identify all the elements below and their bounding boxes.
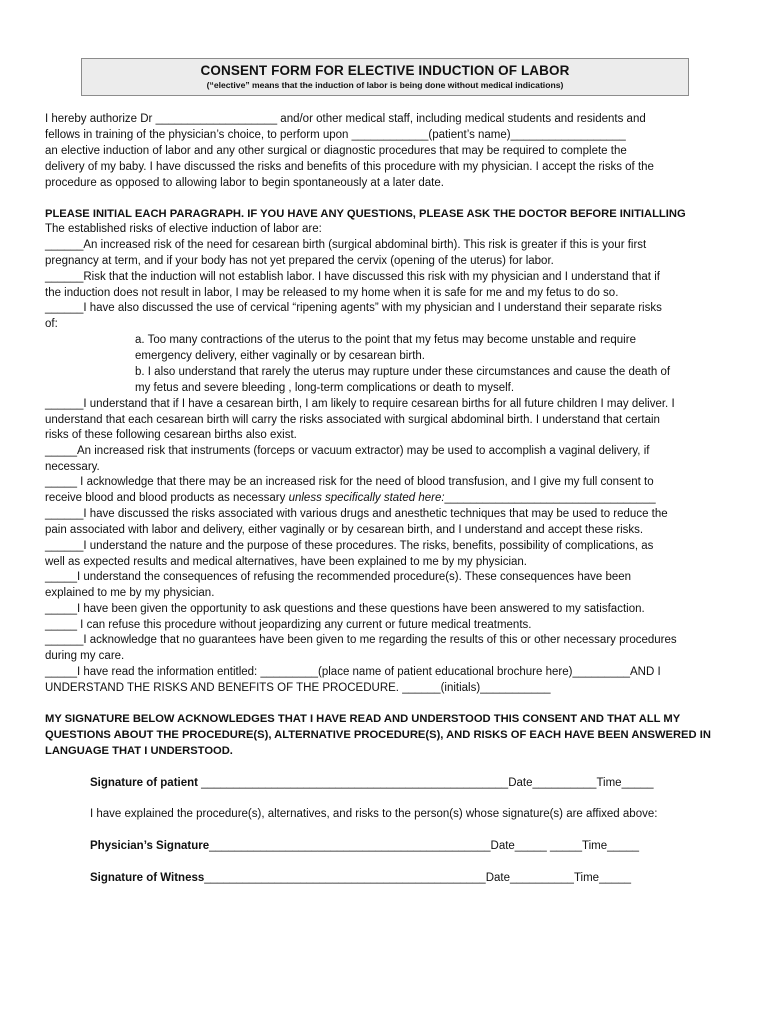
risk-paragraph-7-line-1: ______I have discussed the risks associated with various drugs and anesthetic techniques that may be used to reduce the bbox=[45, 508, 668, 520]
instructions-heading: PLEASE INITIAL EACH PARAGRAPH. IF YOU HAVE ANY QUESTIONS, PLEASE ASK THE DOCTOR BEFORE INITIALLING bbox=[45, 208, 686, 220]
witness-time-field[interactable]: Time_____ bbox=[573, 872, 632, 884]
risk-paragraph-2-line-2: the induction does not result in labor, I may be released to my home when it is safe for me and my fetus to do so. bbox=[45, 287, 619, 299]
risk-paragraph-4-line-2: understand that each cesarean birth will carry the risks associated with surgical abdominal birth. I understand that certain bbox=[45, 414, 660, 426]
physician-signature-row bbox=[90, 838, 710, 854]
risk-paragraph-13-line-1: _____I have read the information entitled: _________(place name of patient educational brochure here)_________AND I bbox=[45, 666, 661, 678]
patient-signature-label: Signature of patient bbox=[90, 777, 198, 789]
risk-paragraph-8-line-1: ______I understand the nature and the purpose of these procedures. The risks, benefits, possibility of complications, as bbox=[45, 540, 654, 552]
form-subtitle: (“elective” means that the induction of labor is being done without medical indications) bbox=[206, 80, 564, 90]
form-title: CONSENT FORM FOR ELECTIVE INDUCTION OF LABOR bbox=[200, 63, 570, 78]
risk-paragraph-6-line-1: _____ I acknowledge that there may be an increased risk for the need of blood transfusion, and I give my full consent to bbox=[45, 476, 654, 488]
acknowledgement-line-2: QUESTIONS ABOUT THE PROCEDURE(S), ALTERNATIVE PROCEDURE(S), AND RISKS OF EACH HAVE BEEN ANSWERED IN bbox=[45, 729, 711, 741]
patient-signature-row bbox=[90, 775, 710, 791]
form-header bbox=[81, 58, 689, 96]
authorization-line-2: fellows in training of the physician’s choice, to perform upon ____________(patient’s name)__________________ bbox=[45, 129, 626, 141]
acknowledgement-line-3: LANGUAGE THAT I UNDERSTOOD. bbox=[45, 745, 233, 757]
risk-paragraph-7-line-2: pain associated with labor and delivery, either vaginally or by cesarean birth, and I understand and accept these risks. bbox=[45, 524, 644, 536]
sub-risk-b-line-1: b. I also understand that rarely the uterus may rupture under these circumstances and cause the death of bbox=[135, 366, 671, 378]
risk-paragraph-13-line-2: UNDERSTAND THE RISKS AND BENEFITS OF THE PROCEDURE. ______(initials)___________ bbox=[45, 682, 551, 694]
sub-risk-a-line-1: a. Too many contractions of the uterus to the point that my fetus may become unstable and require bbox=[135, 334, 636, 346]
physician-date-field[interactable]: Date_____ _____ bbox=[490, 840, 582, 852]
risk-paragraph-5-line-2: necessary. bbox=[45, 461, 100, 473]
witness-signature-row bbox=[90, 870, 710, 886]
risks-intro: The established risks of elective induction of labor are: bbox=[45, 223, 322, 235]
risk-paragraph-9-line-2: explained to me by my physician. bbox=[45, 587, 215, 599]
risk-paragraph-11: _____ I can refuse this procedure without jeopardizing any current or future medical treatments. bbox=[45, 619, 532, 631]
risk-paragraph-4-line-3: risks of these following cesarean births also exist. bbox=[45, 429, 297, 441]
risk-paragraph-2-line-1: ______Risk that the induction will not establish labor. I have discussed this risk with my physician and I understand that if bbox=[45, 271, 660, 283]
witness-date-field[interactable]: Date__________ bbox=[485, 872, 574, 884]
risk-paragraph-12-line-1: ______I acknowledge that no guarantees have been given to me regarding the results of this or other necessary procedures bbox=[45, 634, 677, 646]
sub-risk-a-line-2: emergency delivery, either vaginally or by cesarean birth. bbox=[135, 350, 425, 362]
blood-exception-label: unless specifically stated here: bbox=[288, 492, 445, 504]
risk-paragraph-3-line-2: of: bbox=[45, 318, 58, 330]
risk-paragraph-3-line-1: ______I have also discussed the use of cervical “ripening agents” with my physician and I understand their separate risks bbox=[45, 302, 662, 314]
blood-consent-text: receive blood and blood products as necessary bbox=[45, 492, 289, 504]
explained-statement: I have explained the procedure(s), alternatives, and risks to the person(s) whose signature(s) are affixed above: bbox=[90, 808, 658, 820]
physician-time-field[interactable]: Time_____ bbox=[581, 840, 640, 852]
risk-paragraph-10: _____I have been given the opportunity to ask questions and these questions have been answered to my satisfaction. bbox=[45, 603, 645, 615]
risk-paragraph-1-line-2: pregnancy at term, and if your body has not yet prepared the cervix (opening of the uterus) for labor. bbox=[45, 255, 554, 267]
witness-signature-label: Signature of Witness bbox=[90, 872, 205, 884]
sub-risk-b-line-2: my fetus and severe bleeding , long-term complications or death to myself. bbox=[135, 382, 515, 394]
risk-paragraph-9-line-1: _____I understand the consequences of refusing the recommended procedure(s). These consequences have been bbox=[45, 571, 632, 583]
risk-paragraph-5-line-1: _____An increased risk that instruments (forceps or vacuum extractor) may be used to accomplish a vaginal delivery, if bbox=[45, 445, 650, 457]
authorization-line-4: delivery of my baby. I have discussed the risks and benefits of this procedure with my physician. I accept the risks of the bbox=[45, 161, 654, 173]
blood-exception-blank[interactable]: _________________________________ bbox=[444, 492, 656, 504]
patient-signature-line[interactable]: ________________________________________________ bbox=[197, 777, 509, 789]
patient-time-field[interactable]: Time_____ bbox=[596, 777, 654, 789]
acknowledgement-line-1: MY SIGNATURE BELOW ACKNOWLEDGES THAT I HAVE READ AND UNDERSTOOD THIS CONSENT AND THAT ALL MY bbox=[45, 713, 681, 725]
risk-paragraph-12-line-2: during my care. bbox=[45, 650, 125, 662]
risk-paragraph-6-line-2 bbox=[45, 490, 745, 506]
patient-date-field[interactable]: Date__________ bbox=[508, 777, 597, 789]
risk-paragraph-4-line-1: ______I understand that if I have a cesarean birth, I am likely to require cesarean births for all future children I may deliver. I bbox=[45, 398, 675, 410]
witness-signature-line[interactable]: ____________________________________________ bbox=[204, 872, 486, 884]
physician-signature-label: Physician’s Signature bbox=[90, 840, 210, 852]
risk-paragraph-1-line-1: ______An increased risk of the need for cesarean birth (surgical abdominal birth). This risk is greater if this is your first bbox=[45, 239, 647, 251]
risk-paragraph-8-line-2: well as expected results and medical alternatives, have been explained to me by my physician. bbox=[45, 556, 527, 568]
authorization-line-3: an elective induction of labor and any other surgical or diagnostic procedures that may be required to complete the bbox=[45, 145, 627, 157]
physician-signature-line[interactable]: ____________________________________________ bbox=[209, 840, 491, 852]
authorization-line-1: I hereby authorize Dr ___________________ and/or other medical staff, including medical students and residents and bbox=[45, 113, 646, 125]
authorization-line-5: procedure as opposed to allowing labor to begin spontaneously at a later date. bbox=[45, 177, 444, 189]
